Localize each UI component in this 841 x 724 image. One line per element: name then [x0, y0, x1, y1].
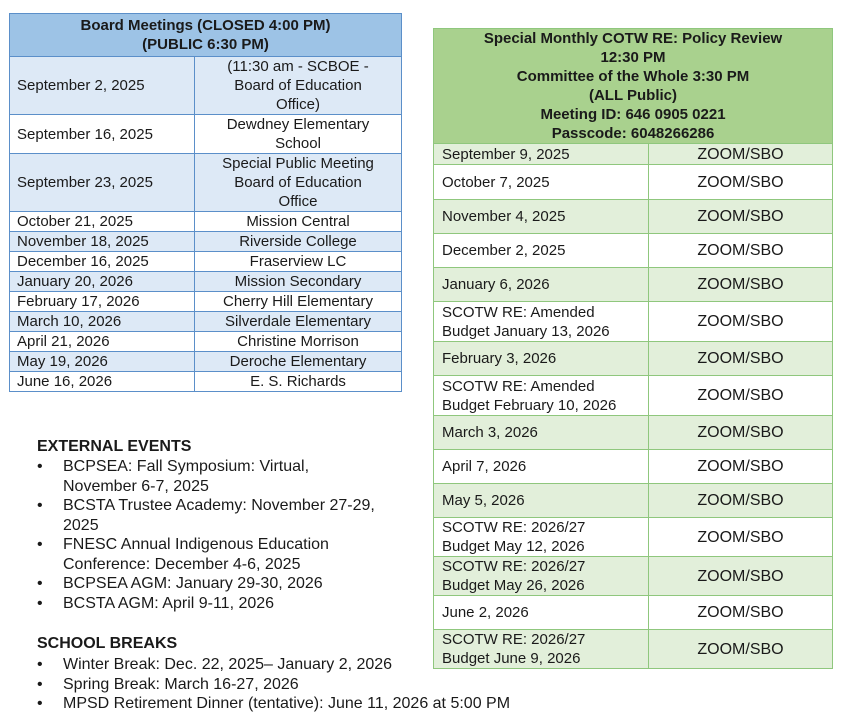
external-events-list [37, 457, 407, 613]
date-line: SCOTW RE: Amended [442, 377, 595, 395]
cotw-meeting-row [434, 450, 833, 484]
date-line: Budget February 10, 2026 [442, 396, 617, 414]
list-item [37, 694, 597, 714]
meeting-location: ZOOM/SBO [649, 518, 833, 557]
list-item [37, 535, 407, 574]
cotw-meeting-row [434, 144, 833, 165]
cotw-meeting-row [434, 484, 833, 518]
location-line: E. S. Richards [250, 373, 346, 390]
header-line: Special Monthly COTW RE: Policy Review [483, 30, 783, 47]
board-meeting-row [10, 332, 402, 352]
location-line: Board of Education [234, 77, 362, 94]
cotw-header [434, 29, 833, 144]
meeting-date [434, 165, 649, 200]
meeting-date: September 23, 2025 [10, 154, 195, 212]
cotw-meeting-row [434, 268, 833, 302]
meeting-date: May 19, 2026 [10, 352, 195, 372]
header-line: (PUBLIC 6:30 PM) [142, 36, 269, 53]
meeting-location [195, 372, 402, 392]
list-item [37, 655, 597, 675]
meeting-date: March 10, 2026 [10, 312, 195, 332]
meeting-date [434, 484, 649, 518]
board-meeting-row [10, 115, 402, 154]
location-line: Board of Education [234, 174, 362, 191]
meeting-date [434, 200, 649, 234]
meeting-location: ZOOM/SBO [649, 302, 833, 342]
meeting-location: ZOOM/SBO [649, 416, 833, 450]
date-line: SCOTW RE: Amended [442, 303, 595, 321]
location-line: Mission Secondary [234, 273, 362, 290]
meeting-date: April 21, 2026 [10, 332, 195, 352]
list-item-line: November 6-7, 2025 [63, 477, 209, 495]
meeting-date [434, 376, 649, 416]
meeting-date: February 17, 2026 [10, 292, 195, 312]
location-line: Christine Morrison [237, 333, 359, 350]
meeting-location [195, 115, 402, 154]
school-breaks-title: SCHOOL BREAKS [37, 635, 178, 652]
header-line: Board Meetings (CLOSED 4:00 PM) [80, 17, 331, 34]
date-line: March 3, 2026 [442, 424, 538, 441]
date-line: November 4, 2025 [442, 208, 566, 225]
meeting-date [434, 234, 649, 268]
cotw-meeting-row [434, 302, 833, 342]
date-line: Budget January 13, 2026 [442, 322, 610, 340]
meeting-location: ZOOM/SBO [649, 450, 833, 484]
board-meeting-row [10, 312, 402, 332]
meeting-date [434, 557, 649, 596]
date-line: February 3, 2026 [442, 350, 557, 367]
meeting-date: June 16, 2026 [10, 372, 195, 392]
date-line: January 6, 2026 [442, 276, 550, 293]
list-item-line: • BCPSEA AGM: January 29-30, 2026 [63, 575, 323, 592]
meeting-location: ZOOM/SBO [649, 342, 833, 376]
location-line: School [275, 135, 321, 152]
cotw-meeting-row [434, 342, 833, 376]
meeting-location: ZOOM/SBO [649, 596, 833, 630]
meeting-location [195, 212, 402, 232]
school-breaks-list [37, 655, 597, 714]
meeting-date [434, 518, 649, 557]
location-line: Dewdney Elementary [226, 116, 370, 133]
cotw-meeting-row [434, 518, 833, 557]
header-line: Meeting ID: 646 0905 0221 [540, 106, 726, 123]
list-item [37, 675, 597, 695]
meeting-date: January 20, 2026 [10, 272, 195, 292]
meeting-location [195, 272, 402, 292]
meeting-location [195, 292, 402, 312]
meeting-location: ZOOM/SBO [649, 165, 833, 200]
meeting-location: ZOOM/SBO [649, 144, 833, 165]
meeting-location [195, 57, 402, 115]
cotw-meeting-row [434, 234, 833, 268]
header-line: Passcode: 6048266286 [551, 125, 715, 142]
board-meeting-row [10, 292, 402, 312]
meeting-date [434, 342, 649, 376]
location-line: Office) [276, 96, 320, 113]
meeting-location: ZOOM/SBO [649, 200, 833, 234]
list-item-line: • BCSTA AGM: April 9-11, 2026 [63, 594, 275, 612]
date-line: Budget May 26, 2026 [442, 577, 585, 594]
board-meetings-table [9, 13, 402, 392]
external-events-title: EXTERNAL EVENTS [37, 438, 192, 455]
location-line: Silverdale Elementary [225, 313, 371, 330]
location-line: (11:30 am - SCBOE - [227, 58, 369, 75]
list-item-line: • Spring Break: March 16-27, 2026 [63, 675, 299, 693]
board-meeting-row [10, 232, 402, 252]
list-item-line: • BCPSEA: Fall Symposium: Virtual, [63, 458, 310, 475]
date-line: SCOTW RE: 2026/27 [442, 631, 586, 648]
list-item-line: 2025 [63, 516, 99, 534]
location-line: Deroche Elementary [229, 353, 367, 370]
meeting-location [195, 232, 402, 252]
date-line: Budget June 9, 2026 [442, 650, 581, 667]
meeting-location: ZOOM/SBO [649, 268, 833, 302]
location-line: Mission Central [246, 213, 350, 230]
meeting-location: ZOOM/SBO [649, 557, 833, 596]
date-line: SCOTW RE: 2026/27 [442, 558, 586, 575]
board-meeting-row [10, 352, 402, 372]
board-meeting-row [10, 154, 402, 212]
cotw-meeting-row [434, 200, 833, 234]
meeting-location: ZOOM/SBO [649, 630, 833, 669]
cotw-meeting-row [434, 596, 833, 630]
meeting-date [434, 302, 649, 342]
date-line: October 7, 2025 [442, 173, 550, 191]
meeting-date [434, 144, 649, 165]
meeting-location [195, 332, 402, 352]
location-line: Office [278, 193, 318, 210]
meeting-location: ZOOM/SBO [649, 376, 833, 416]
list-item-line: • BCSTA Trustee Academy: November 27-29, [63, 497, 375, 514]
date-line: December 2, 2025 [442, 242, 566, 259]
cotw-meeting-row [434, 416, 833, 450]
list-item-line: • FNESC Annual Indigenous Education [63, 536, 329, 553]
location-line: Riverside College [239, 233, 357, 250]
meeting-date [434, 268, 649, 302]
list-item [37, 594, 407, 614]
board-meeting-row [10, 372, 402, 392]
list-item-line: • Winter Break: Dec. 22, 2025– January 2, 2026 [63, 656, 393, 673]
meeting-date [434, 416, 649, 450]
date-line: June 2, 2026 [442, 604, 529, 621]
list-item [37, 457, 407, 496]
meeting-date: September 16, 2025 [10, 115, 195, 154]
cotw-meeting-row [434, 165, 833, 200]
list-item-line: • MPSD Retirement Dinner (tentative): June 11, 2026 at 5:00 PM [63, 695, 511, 712]
location-line: Special Public Meeting [222, 155, 374, 172]
meeting-location [195, 252, 402, 272]
date-line: May 5, 2026 [442, 492, 525, 509]
list-item-line: Conference: December 4-6, 2025 [63, 555, 301, 573]
meeting-location [195, 312, 402, 332]
header-line: Committee of the Whole 3:30 PM [516, 68, 750, 85]
date-line: April 7, 2026 [442, 458, 527, 475]
cotw-meetings-table [433, 28, 833, 669]
meeting-date: September 2, 2025 [10, 57, 195, 115]
meeting-location: ZOOM/SBO [649, 234, 833, 268]
meeting-location [195, 352, 402, 372]
date-line: Budget May 12, 2026 [442, 538, 585, 555]
board-meetings-header [10, 14, 402, 57]
board-meeting-row [10, 252, 402, 272]
meeting-location [195, 154, 402, 212]
meeting-date [434, 596, 649, 630]
meeting-date: October 21, 2025 [10, 212, 195, 232]
board-meeting-row [10, 212, 402, 232]
list-item [37, 496, 407, 535]
meeting-date [434, 450, 649, 484]
cotw-meeting-row [434, 376, 833, 416]
meeting-location: ZOOM/SBO [649, 484, 833, 518]
meeting-date: December 16, 2025 [10, 252, 195, 272]
board-meeting-row [10, 57, 402, 115]
date-line: September 9, 2025 [442, 145, 570, 163]
meeting-date: November 18, 2025 [10, 232, 195, 252]
list-item [37, 574, 407, 594]
board-meeting-row [10, 272, 402, 292]
header-line: 12:30 PM [600, 49, 666, 66]
header-line: (ALL Public) [588, 87, 678, 104]
location-line: Cherry Hill Elementary [222, 293, 374, 310]
cotw-meeting-row [434, 557, 833, 596]
location-line: Fraserview LC [249, 253, 347, 270]
date-line: SCOTW RE: 2026/27 [442, 519, 586, 536]
